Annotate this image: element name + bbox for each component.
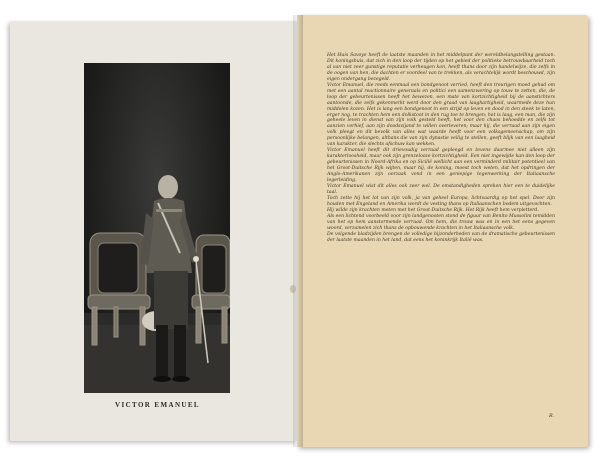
paragraph: Toch zette hij het lot van zijn volk, ja van geheel Europa, lichtvaardig op het spel. Door zijn houden met Engeland en Amerika wordt de vesting thans op Italiaanschen bodem uitgevochten. xyxy=(327,195,555,207)
right-page xyxy=(297,15,588,447)
booklet-spine xyxy=(293,15,303,447)
left-page xyxy=(10,21,297,441)
portrait-illustration xyxy=(84,63,230,393)
paragraph: Als een lichtend voorbeeld voor zijn landgenooten stond de figuur van Benito Mussolini temidden van het op hem aanstormende verraad. Om hem, die trouw was en in een het eens gegeven woord, verzamelen zich thans de opbouwende krachten in het Italiaansche volk. xyxy=(327,213,555,231)
paragraph: Hij wilde zijn krachten meten met het Groot-Duitsche Rijk. Het Rijk heeft hem verpletterd. xyxy=(327,207,539,213)
paragraph: Victor Emanuel heeft dit drievoudig verraad gepleegd en tevens daarmee niet alleen zijn karakterloosheid, maar ook zijn grenzelooze kortzichtigheid. Een niet ingewijde kan den loop der gebeurtenissen in Noord-Afrika en op Sicilië wellicht aan een verminderd militair potentieel van het Groot-Duitsche Rijk wijten, maar hij, de koning, moest toch weten, dat het opdringen der Anglo-Amerikanen zijn oorzaak vond in een geniepige tegenwerking der Italiaansche legerleiding. xyxy=(327,148,555,184)
paragraph: De volgende bladzijden brengen de volledige bijzonderheden van de dramatische gebeurtenissen der laatste maanden in het land, dat eens het koninkrijk Italië was. xyxy=(327,231,555,243)
article-text xyxy=(327,53,555,244)
open-booklet xyxy=(10,15,588,447)
photo-caption: VICTOR EMANUEL xyxy=(114,401,200,409)
paper-stain xyxy=(290,285,296,293)
signature-initial: R. xyxy=(549,413,555,419)
paragraph: Victor Emanuel wist dit alles ook zeer wel. De omstandigheden spreken hier een te duidelijke taal. xyxy=(327,183,555,195)
paragraph: Het Huis Savoye heeft de laatste maanden in het middelpunt der wereldbelangstelling gestaan. Dit koningshuis, dat zich in den loop der tijden op het gebied der politieke betrouwbaarheid toch al van niet zeer gunstige reputatie verheugen kon, heeft thans door zijn handelwijze, die zelfs in de oogen van hen, die dachten er voordeel van te trekken, als verachtelijk wordt beschouwd, zijn eigen ondergang bezegeld. xyxy=(327,53,555,82)
portrait-photo xyxy=(84,63,230,393)
paragraph: Victor Emanuel, die reeds eenmaal een bondgenoot verried, heeft den treurigen moed gehad om met een aantal reactionnaire generaals en politici een samenzwering op touw te zetten, die, de loop der gebeurtenissen heeft het bewezen, een mate van kortzichtigheid bij de aanstichters aantoonde, die zelfs gekenmerkt werd door den graad van laaghartigheid, waarmede deze hun middelen kozen. Het is lang een bondgenoot in een strijd op leven en dood in den steek te laten, erger nog, te trachten hem een dolkstoot in den rug toe te brengen; het is laag, een man, die zijn geheele leven in dienst van zijn volk gesteld heeft, het voor den chaos behoedde en zelfs tot aanzien verhief, aan zijn doodsvijand te willen overleveren; maar hij, die verraad aan zijn eigen volk pleegt en dit bevolk van alles wat waarde heeft voor een volksgemeenschap, om zijn persoonlijke belangen, althans die van zijn dynastie veilig te stellen, geeft blijk van een laagheid van karakter, die slechts afschuw kan wekken. xyxy=(327,82,555,148)
